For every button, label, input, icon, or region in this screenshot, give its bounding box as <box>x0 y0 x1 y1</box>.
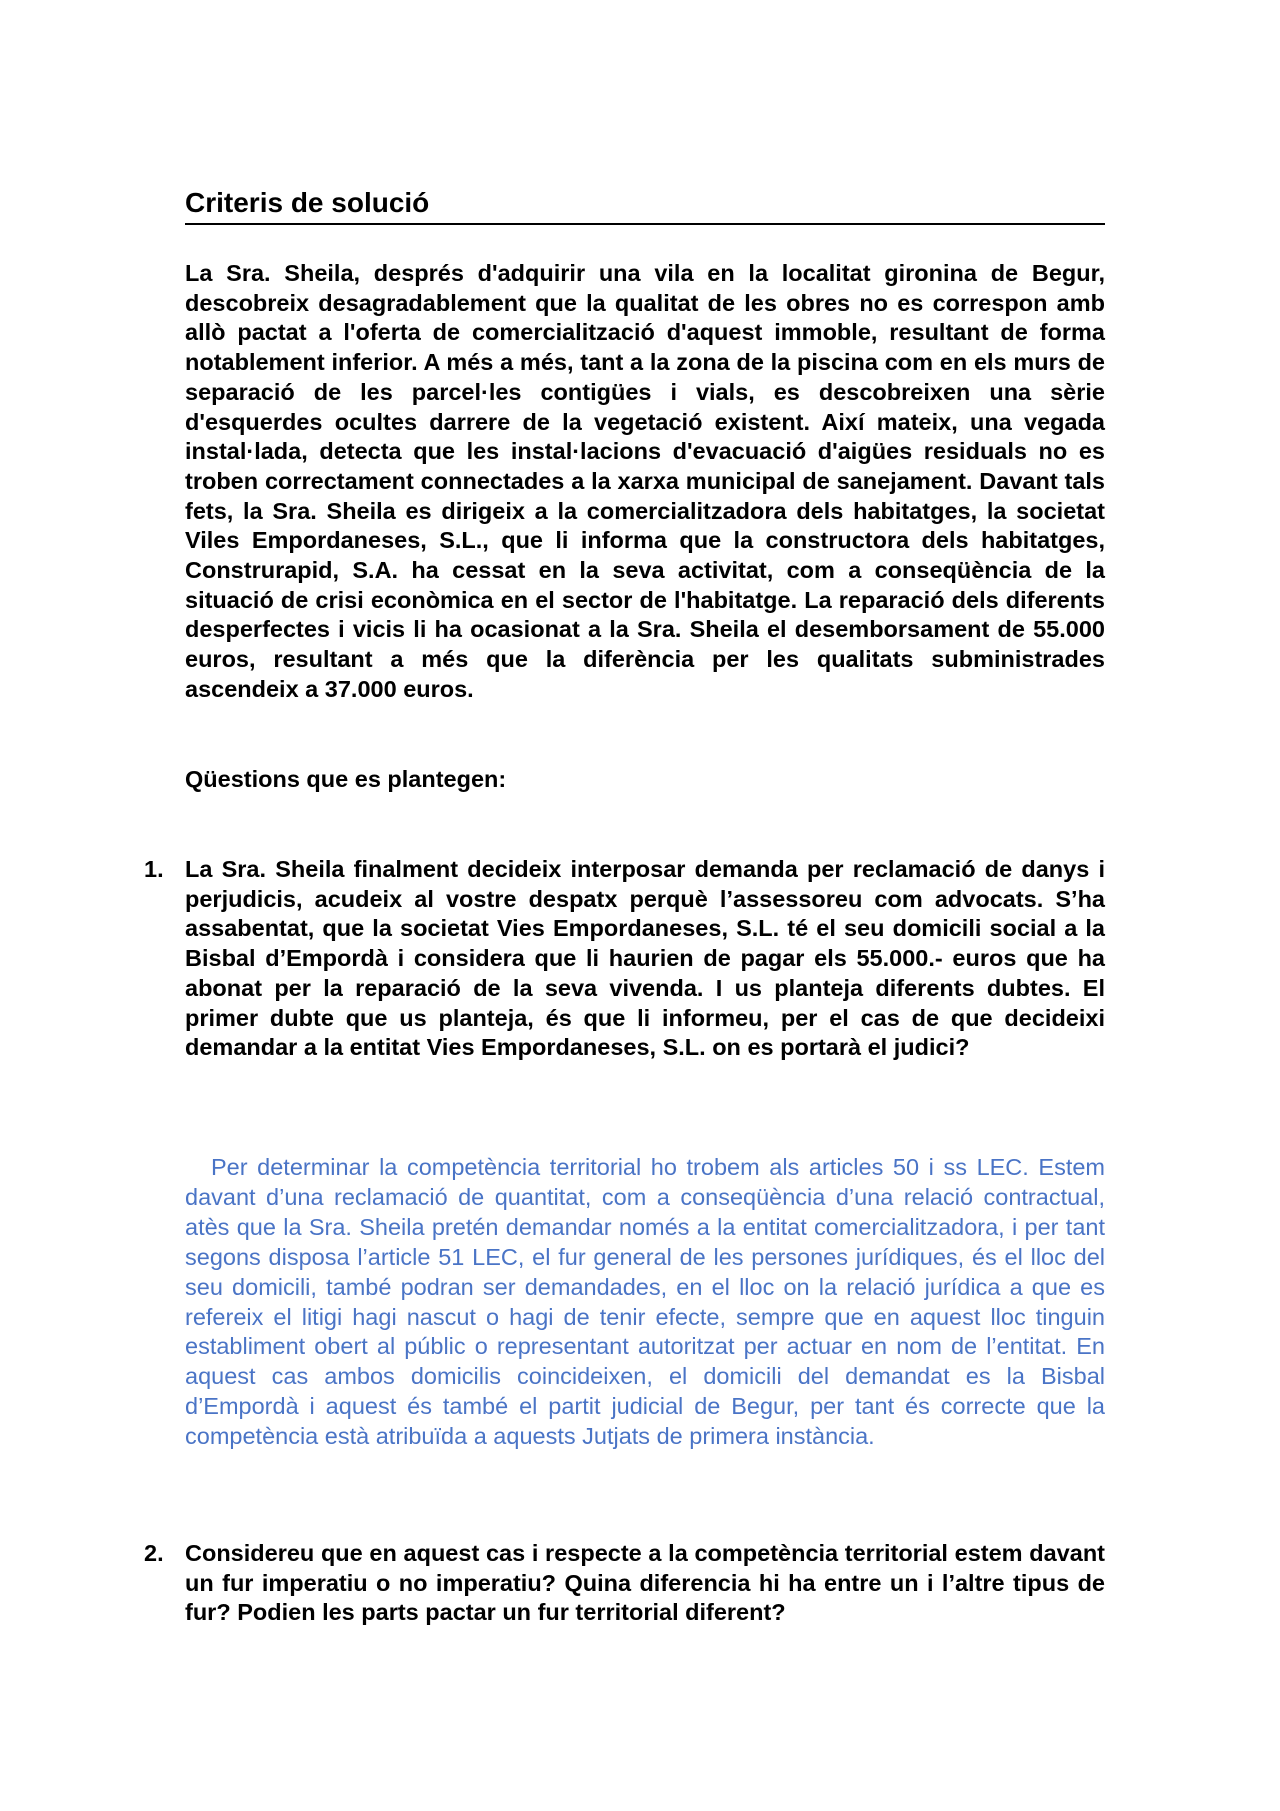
questions-heading: Qüestions que es plantegen: <box>185 766 507 792</box>
case-statement: La Sra. Sheila, després d'adquirir una vila en la localitat gironina de Begur, descobreix desagradablement que la qualitat de les obres no es correspon amb allò pactat a l'oferta de comercialització d'aquest immoble, resultant de forma notablement inferior. A més a més, tant a la zona de la piscina com en els murs de separació de les parcel·les contigües i vials, es descobreixen una sèrie d'esquerdes ocultes darrere de la vegetació existent. Així mateix, una vegada instal·lada, detecta que les instal·lacions d'evacuació d'aigües residuals no es troben correctament connectades a la xarxa municipal de sanejament. Davant tals fets, la Sra. Sheila es dirigeix a la comercialitzadora dels habitatges, la societat Viles Empordaneses, S.L., que li informa que la constructora dels habitatges, Construrapid, S.A. ha cessat en la seva activitat, com a conseqüència de la situació de crisi econòmica en el sector de l'habitatge. La reparació dels diferents desperfectes i vicis li ha ocasionat a la Sra. Sheila el desemborsament de 55.000 euros, resultant a més que la diferència per les qualitats subministrades ascendeix a 37.000 euros. <box>185 260 1105 702</box>
question-1-answer: Per determinar la competència territorial ho trobem als articles 50 i ss LEC. Estem davant d’una reclamació de quantitat, com a conseqüència d’una relació contractual, atès que la Sra. Sheila pretén demandar només a la entitat comercialitzadora, i per tant segons disposa l’article 51 LEC, el fur general de les persones jurídiques, és el lloc del seu domicili, també podran ser demandades, en el lloc on la relació jurídica a que es refereix el litigi hagi nascut o hagi de tenir efecte, sempre que en aquest lloc tinguin establiment obert al públic o representant autoritzat per actuar en nom de l’entitat. En aquest cas ambos domicilis coincideixen, el domicili del demandat es la Bisbal d’Empordà i aquest és també el partit judicial de Begur, per tant és correcte que la competència està atribuïda a aquests Jutjats de primera instància. <box>185 1154 1105 1450</box>
question-1-text: La Sra. Sheila finalment decideix interposar demanda per reclamació de danys i perjudicis, acudeix al vostre despatx perquè l’assessoreu com advocats. S’ha assabentat, que la societat Vies Empordaneses, S.L. té el seu domicili social a la Bisbal d’Empordà i considera que li haurien de pagar els 55.000.- euros que ha abonat per la reparació de la seva vivenda. I us planteja diferents dubtes. El primer dubte que us planteja, és que li informeu, per el cas de que decideixi demandar a la entitat Vies Empordaneses, S.L. on es portarà el judici? <box>185 856 1105 1061</box>
page-title: Criteris de solució <box>185 184 1105 225</box>
question-2-number: 2. <box>144 1540 164 1566</box>
question-1-number: 1. <box>144 856 164 882</box>
question-2-text: Considereu que en aquest cas i respecte a la competència territorial estem davant un fur imperatiu o no imperatiu? Quina diferencia hi ha entre un i l’altre tipus de fur? Podien les parts pactar un fur territorial diferent? <box>185 1540 1105 1626</box>
